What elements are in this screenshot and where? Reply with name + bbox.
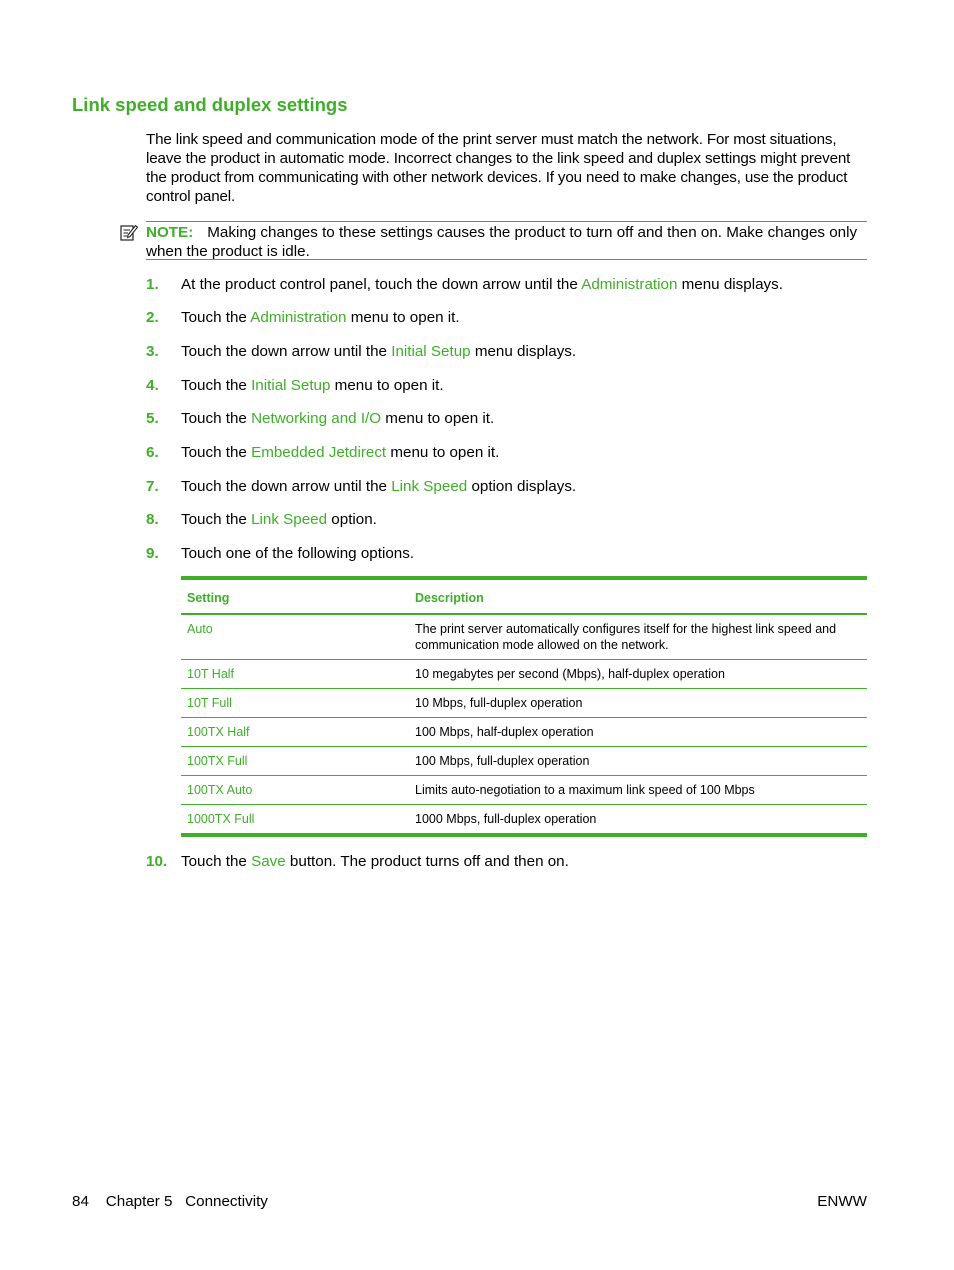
setting-cell: 10T Full (181, 689, 409, 718)
setting-cell: 100TX Half (181, 718, 409, 747)
note-label: NOTE: (146, 224, 194, 241)
table-row (181, 614, 867, 660)
menu-name: Initial Setup (251, 377, 331, 394)
setting-cell: 10T Half (181, 660, 409, 689)
description-cell: 10 Mbps, full-duplex operation (409, 689, 867, 718)
menu-name: Embedded Jetdirect (251, 444, 387, 461)
setting-cell: Auto (181, 614, 409, 660)
page-number: 84 (72, 1193, 89, 1210)
description-cell: 100 Mbps, full-duplex operation (409, 747, 867, 776)
setting-cell: 100TX Auto (181, 776, 409, 805)
step-number: 6. (146, 444, 159, 461)
note-pencil-icon (119, 222, 139, 242)
step-text: Touch the down arrow until the Initial Setup menu displays. (181, 343, 577, 360)
menu-name: Administration (250, 309, 347, 326)
table-row (181, 805, 867, 836)
link-speed-table (181, 576, 867, 837)
setting-cell: 1000TX Full (181, 805, 409, 836)
step-number: 1. (146, 276, 159, 293)
menu-name: Link Speed (391, 478, 468, 495)
menu-name: Link Speed (251, 511, 328, 528)
description-cell: The print server automatically configures itself for the highest link speed and communication mode allowed on the network. (409, 614, 867, 660)
table-row (181, 747, 867, 776)
page-footer-right: ENWW (817, 1193, 867, 1210)
step-number: 4. (146, 377, 159, 394)
step-text: Touch the Networking and I/O menu to open it. (181, 410, 495, 427)
step-text: Touch the Link Speed option. (181, 511, 377, 528)
description-cell: 100 Mbps, half-duplex operation (409, 718, 867, 747)
chapter-title: Connectivity (185, 1193, 268, 1210)
table-row (181, 660, 867, 689)
step-text: Touch the Initial Setup menu to open it. (181, 377, 444, 394)
step-text: Touch the down arrow until the Link Speed option displays. (181, 478, 577, 495)
step-number: 8. (146, 511, 159, 528)
column-header-setting: Setting (187, 591, 230, 605)
description-cell: Limits auto-negotiation to a maximum link speed of 100 Mbps (409, 776, 867, 805)
step-number: 3. (146, 343, 159, 360)
table-row (181, 689, 867, 718)
menu-name: Networking and I/O (251, 410, 382, 427)
step-number: 10. (146, 853, 168, 870)
step-text: Touch one of the following options. (181, 545, 415, 562)
step-number: 9. (146, 545, 159, 562)
step-text: Touch the Administration menu to open it. (181, 309, 460, 326)
step-text: Touch the Embedded Jetdirect menu to open it. (181, 444, 500, 461)
setting-cell: 100TX Full (181, 747, 409, 776)
step-number: 2. (146, 309, 159, 326)
table-row (181, 718, 867, 747)
page-footer-left (72, 1193, 268, 1210)
step-text: Touch the Save button. The product turns off and then on. (181, 853, 569, 870)
button-name: Save (251, 853, 286, 870)
chapter-label: Chapter 5 (105, 1193, 173, 1210)
menu-name: Initial Setup (391, 343, 471, 360)
note-box (146, 221, 867, 260)
menu-name: Administration (581, 276, 678, 293)
note-text: Making changes to these settings causes the product to turn off and then on. Make changes only when the product is idle. (146, 224, 858, 260)
table-header-row (181, 578, 867, 614)
step-number: 7. (146, 478, 159, 495)
step-number: 5. (146, 410, 159, 427)
step-text: At the product control panel, touch the down arrow until the Administration menu displays. (181, 276, 783, 293)
intro-paragraph: The link speed and communication mode of the print server must match the network. For most situations, leave the product in automatic mode. Incorrect changes to the link speed and duplex settings might prevent the product from communicating with other network devices. If you need to make changes, use the product control panel. (146, 131, 851, 205)
description-cell: 1000 Mbps, full-duplex operation (409, 805, 867, 836)
column-header-description: Description (415, 591, 484, 605)
section-heading: Link speed and duplex settings (72, 94, 348, 115)
table-row (181, 776, 867, 805)
description-cell: 10 megabytes per second (Mbps), half-duplex operation (409, 660, 867, 689)
